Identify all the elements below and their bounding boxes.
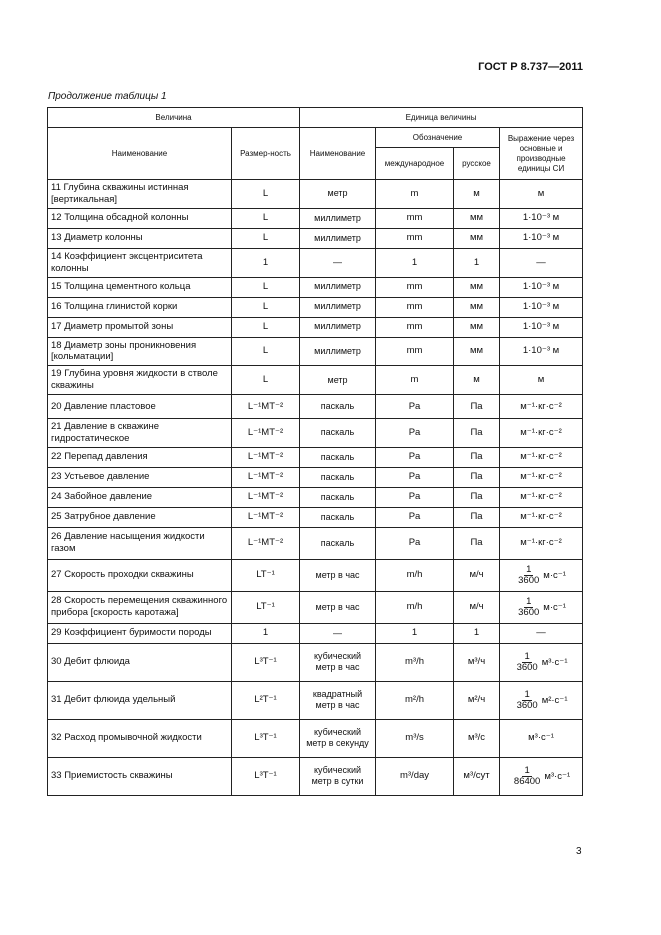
expression-cell: м³·с⁻¹ (500, 719, 583, 757)
russian-symbol-cell: м/ч (454, 559, 500, 591)
table-row (48, 297, 583, 317)
expression-unit: м·с⁻¹ (543, 569, 566, 581)
dimension-cell: LT⁻¹ (232, 559, 300, 591)
standard-code: ГОСТ Р 8.737—2011 (478, 61, 583, 73)
expression-unit: м·с⁻¹ (543, 601, 566, 613)
russian-symbol-cell: 1 (454, 248, 500, 277)
russian-symbol-cell: м³/ч (454, 643, 500, 681)
expression-unit: м³·с⁻¹ (544, 770, 571, 782)
quantity-name-cell: 19 Глубина уровня жидкости в стволе скважины (48, 366, 232, 395)
dimension-cell: L²T⁻¹ (232, 681, 300, 719)
quantity-name-cell: 13 Диаметр колонны (48, 228, 232, 248)
international-symbol-cell: m/h (376, 591, 454, 623)
russian-symbol-cell: мм (454, 208, 500, 228)
russian-symbol-cell: Па (454, 507, 500, 527)
expression-cell (500, 591, 583, 623)
unit-name-cell: паскаль (300, 527, 376, 559)
international-symbol-cell: Pa (376, 487, 454, 507)
table-row (48, 527, 583, 559)
quantity-name-cell: 21 Давление в скважине гидростатическое (48, 419, 232, 448)
international-symbol-cell: m³/h (376, 643, 454, 681)
unit-name-cell: паскаль (300, 419, 376, 448)
table-row (48, 507, 583, 527)
dimension-cell: L⁻¹MT⁻² (232, 395, 300, 419)
dimension-cell: 1 (232, 623, 300, 643)
expression-cell: 1·10⁻³ м (500, 337, 583, 366)
head-unit-name: Наименование (300, 128, 376, 180)
table-row (48, 208, 583, 228)
unit-name-cell: — (300, 623, 376, 643)
quantity-name-cell: 25 Затрубное давление (48, 507, 232, 527)
international-symbol-cell: Pa (376, 467, 454, 487)
quantity-name-cell: 22 Перепад давления (48, 447, 232, 467)
quantity-name-cell: 17 Диаметр промытой зоны (48, 317, 232, 337)
head-expression: Выражение через основные и производные единицы СИ (500, 128, 583, 180)
unit-name-cell: миллиметр (300, 228, 376, 248)
unit-name-cell: кубический метр в секунду (300, 719, 376, 757)
dimension-cell: L³T⁻¹ (232, 757, 300, 795)
table-row (48, 395, 583, 419)
unit-name-cell: паскаль (300, 447, 376, 467)
unit-name-cell: паскаль (300, 395, 376, 419)
table-row (48, 719, 583, 757)
dimension-cell: 1 (232, 248, 300, 277)
fraction (516, 565, 541, 586)
unit-name-cell: кубический метр в сутки (300, 757, 376, 795)
russian-symbol-cell: м³/с (454, 719, 500, 757)
expression-unit: м²·с⁻¹ (541, 694, 568, 706)
russian-symbol-cell: м (454, 180, 500, 209)
quantity-name-cell: 27 Скорость проходки скважины (48, 559, 232, 591)
quantity-name-cell: 26 Давление насыщения жидкости газом (48, 527, 232, 559)
expression-cell (500, 681, 583, 719)
fraction (515, 652, 540, 673)
unit-name-cell: квадратный метр в час (300, 681, 376, 719)
expression-cell: м⁻¹·кг·с⁻² (500, 527, 583, 559)
international-symbol-cell: m/h (376, 559, 454, 591)
international-symbol-cell: mm (376, 228, 454, 248)
quantity-name-cell: 15 Толщина цементного кольца (48, 277, 232, 297)
international-symbol-cell: Pa (376, 507, 454, 527)
russian-symbol-cell: м (454, 366, 500, 395)
expression-cell: м⁻¹·кг·с⁻² (500, 447, 583, 467)
unit-name-cell: миллиметр (300, 337, 376, 366)
international-symbol-cell: 1 (376, 248, 454, 277)
dimension-cell: L (232, 277, 300, 297)
dimension-cell: L⁻¹MT⁻² (232, 507, 300, 527)
units-table (47, 107, 583, 796)
page-number: 3 (576, 846, 582, 857)
russian-symbol-cell: Па (454, 487, 500, 507)
expression-cell: м (500, 180, 583, 209)
table-row (48, 228, 583, 248)
expression-cell (500, 559, 583, 591)
dimension-cell: LT⁻¹ (232, 591, 300, 623)
fraction-numerator: 1 (524, 688, 530, 700)
table-row (48, 248, 583, 277)
table-row (48, 487, 583, 507)
russian-symbol-cell: м³/сут (454, 757, 500, 795)
unit-name-cell: паскаль (300, 507, 376, 527)
unit-name-cell: метр (300, 180, 376, 209)
quantity-name-cell: 14 Коэффициент эксцентриситета колонны (48, 248, 232, 277)
international-symbol-cell: m (376, 180, 454, 209)
international-symbol-cell: Pa (376, 419, 454, 448)
quantity-name-cell: 12 Толщина обсадной колонны (48, 208, 232, 228)
russian-symbol-cell: мм (454, 337, 500, 366)
unit-name-cell: кубический метр в час (300, 643, 376, 681)
russian-symbol-cell: мм (454, 277, 500, 297)
table-row (48, 419, 583, 448)
head-name: Наименование (48, 128, 232, 180)
fraction (512, 766, 542, 787)
international-symbol-cell: m³/s (376, 719, 454, 757)
dimension-cell: L (232, 297, 300, 317)
russian-symbol-cell: Па (454, 447, 500, 467)
russian-symbol-cell: Па (454, 467, 500, 487)
dimension-cell: L (232, 337, 300, 366)
fraction-numerator: 1 (524, 650, 530, 662)
international-symbol-cell: m²/h (376, 681, 454, 719)
international-symbol-cell: m (376, 366, 454, 395)
head-designation: Обозначение (376, 128, 500, 148)
international-symbol-cell: mm (376, 337, 454, 366)
quantity-name-cell: 29 Коэффициент буримости породы (48, 623, 232, 643)
expression-cell: 1·10⁻³ м (500, 208, 583, 228)
unit-name-cell: метр в час (300, 591, 376, 623)
table-row (48, 591, 583, 623)
fraction-denominator: 3600 (518, 606, 540, 618)
dimension-cell: L⁻¹MT⁻² (232, 527, 300, 559)
russian-symbol-cell: м/ч (454, 591, 500, 623)
dimension-cell: L⁻¹MT⁻² (232, 467, 300, 487)
international-symbol-cell: mm (376, 317, 454, 337)
expression-cell (500, 757, 583, 795)
russian-symbol-cell: м²/ч (454, 681, 500, 719)
dimension-cell: L⁻¹MT⁻² (232, 447, 300, 467)
dimension-cell: L³T⁻¹ (232, 643, 300, 681)
dimension-cell: L³T⁻¹ (232, 719, 300, 757)
dimension-cell: L (232, 366, 300, 395)
dimension-cell: L (232, 180, 300, 209)
head-unit: Единица величины (300, 108, 583, 128)
table-row (48, 643, 583, 681)
expression-cell: м⁻¹·кг·с⁻² (500, 507, 583, 527)
unit-name-cell: метр (300, 366, 376, 395)
quantity-name-cell: 31 Дебит флюида удельный (48, 681, 232, 719)
russian-symbol-cell: мм (454, 228, 500, 248)
unit-name-cell: паскаль (300, 487, 376, 507)
table-row (48, 467, 583, 487)
expression-cell: м⁻¹·кг·с⁻² (500, 467, 583, 487)
expression-cell: м (500, 366, 583, 395)
international-symbol-cell: mm (376, 297, 454, 317)
unit-name-cell: — (300, 248, 376, 277)
table-row (48, 447, 583, 467)
fraction-denominator: 3600 (516, 661, 538, 673)
unit-name-cell: паскаль (300, 467, 376, 487)
dimension-cell: L⁻¹MT⁻² (232, 419, 300, 448)
russian-symbol-cell: мм (454, 297, 500, 317)
table-row (48, 337, 583, 366)
russian-symbol-cell: мм (454, 317, 500, 337)
expression-cell (500, 643, 583, 681)
fraction (515, 690, 540, 711)
international-symbol-cell: 1 (376, 623, 454, 643)
international-symbol-cell: m³/day (376, 757, 454, 795)
fraction-denominator: 3600 (518, 574, 540, 586)
russian-symbol-cell: Па (454, 527, 500, 559)
expression-cell: 1·10⁻³ м (500, 277, 583, 297)
table-row (48, 623, 583, 643)
expression-unit: м³·с⁻¹ (541, 656, 568, 668)
international-symbol-cell: mm (376, 208, 454, 228)
table-row (48, 559, 583, 591)
international-symbol-cell: mm (376, 277, 454, 297)
quantity-name-cell: 33 Приемистость скважины (48, 757, 232, 795)
fraction-denominator: 3600 (516, 699, 538, 711)
unit-name-cell: миллиметр (300, 297, 376, 317)
unit-name-cell: метр в час (300, 559, 376, 591)
dimension-cell: L (232, 228, 300, 248)
table-row (48, 681, 583, 719)
quantity-name-cell: 11 Глубина скважины истинная [вертикальная] (48, 180, 232, 209)
table-row (48, 180, 583, 209)
dimension-cell: L (232, 208, 300, 228)
table-row (48, 366, 583, 395)
expression-cell: м⁻¹·кг·с⁻² (500, 395, 583, 419)
unit-name-cell: миллиметр (300, 208, 376, 228)
head-quantity: Величина (48, 108, 300, 128)
russian-symbol-cell: Па (454, 419, 500, 448)
expression-cell: м⁻¹·кг·с⁻² (500, 419, 583, 448)
head-russian: русское (454, 148, 500, 180)
quantity-name-cell: 20 Давление пластовое (48, 395, 232, 419)
fraction-numerator: 1 (526, 595, 532, 607)
fraction-numerator: 1 (524, 764, 530, 776)
fraction (516, 597, 541, 618)
russian-symbol-cell: Па (454, 395, 500, 419)
fraction-denominator: 86400 (513, 775, 541, 787)
head-dimension: Размер-ность (232, 128, 300, 180)
quantity-name-cell: 30 Дебит флюида (48, 643, 232, 681)
international-symbol-cell: Pa (376, 527, 454, 559)
expression-cell: 1·10⁻³ м (500, 228, 583, 248)
expression-cell: — (500, 248, 583, 277)
quantity-name-cell: 16 Толщина глинистой корки (48, 297, 232, 317)
unit-name-cell: миллиметр (300, 277, 376, 297)
table-row (48, 277, 583, 297)
international-symbol-cell: Pa (376, 447, 454, 467)
table-row (48, 317, 583, 337)
quantity-name-cell: 32 Расход промывочной жидкости (48, 719, 232, 757)
quantity-name-cell: 23 Устьевое давление (48, 467, 232, 487)
dimension-cell: L (232, 317, 300, 337)
international-symbol-cell: Pa (376, 395, 454, 419)
expression-cell: — (500, 623, 583, 643)
expression-cell: м⁻¹·кг·с⁻² (500, 487, 583, 507)
expression-cell: 1·10⁻³ м (500, 317, 583, 337)
fraction-numerator: 1 (526, 563, 532, 575)
head-international: международное (376, 148, 454, 180)
quantity-name-cell: 24 Забойное давление (48, 487, 232, 507)
expression-cell: 1·10⁻³ м (500, 297, 583, 317)
table-row (48, 757, 583, 795)
quantity-name-cell: 18 Диаметр зоны проникновения [кольматации] (48, 337, 232, 366)
table-body (48, 180, 583, 796)
table-caption: Продолжение таблицы 1 (48, 91, 167, 102)
russian-symbol-cell: 1 (454, 623, 500, 643)
table-head (48, 108, 583, 180)
quantity-name-cell: 28 Скорость перемещения скважинного прибора [скорость каротажа] (48, 591, 232, 623)
dimension-cell: L⁻¹MT⁻² (232, 487, 300, 507)
unit-name-cell: миллиметр (300, 317, 376, 337)
